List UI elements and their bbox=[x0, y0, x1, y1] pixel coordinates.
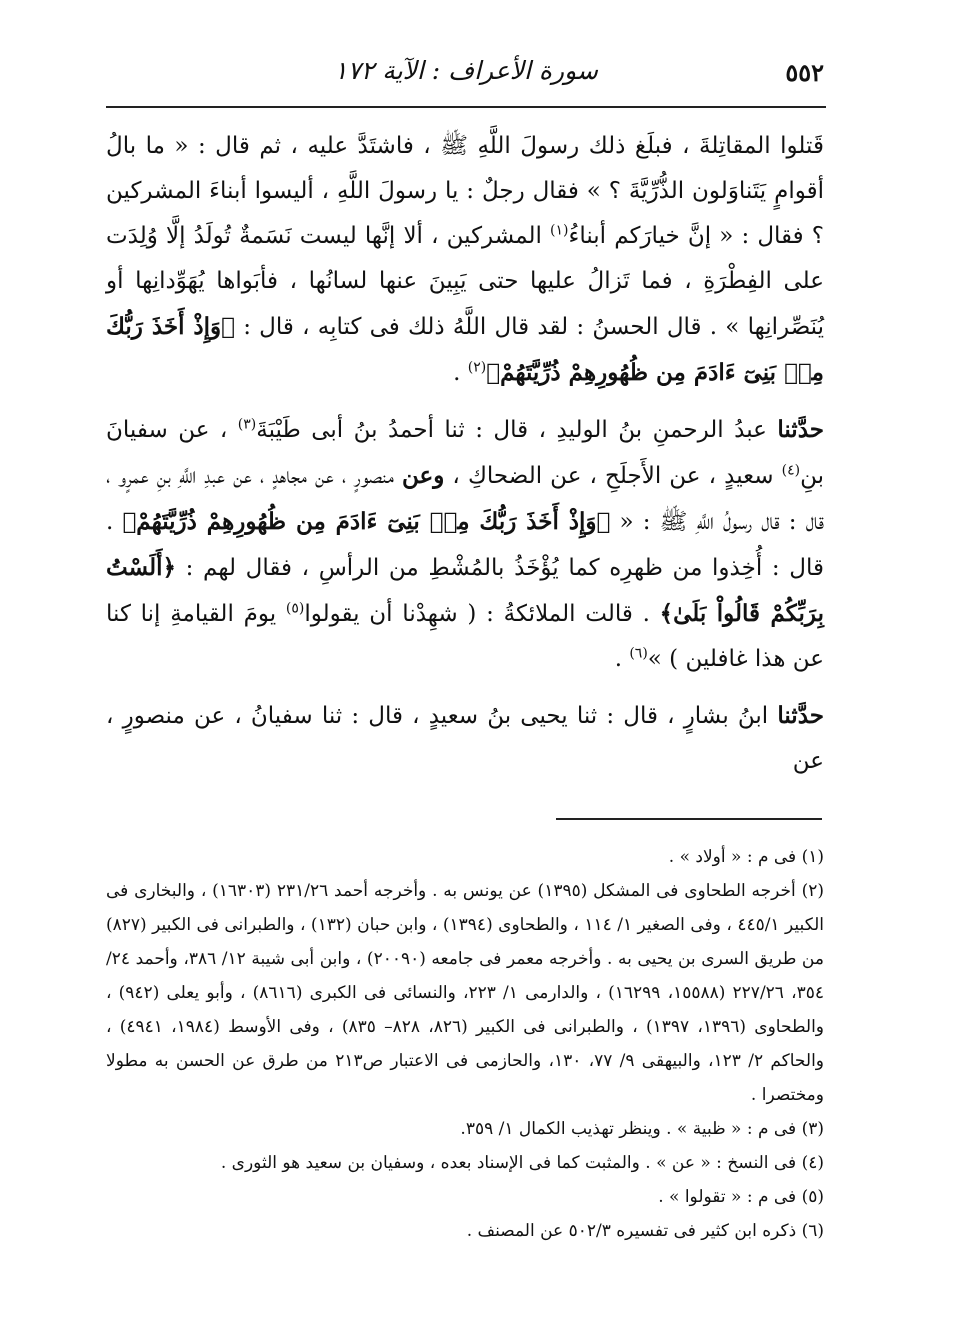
text-run: . bbox=[453, 360, 468, 386]
footnote-5: (٥) فى م : « تقولوا » . bbox=[658, 1187, 824, 1207]
quran-verse: ﴿أَلَسْتُ بِرَبِّكُمْ قَالُواْ بَلَىٰ﴾ bbox=[106, 554, 824, 627]
footnote-ref-5: (٥) bbox=[285, 600, 305, 617]
header-rule bbox=[106, 106, 826, 108]
footnote-2: (٢) أخرجه الطحاوى فى المشكل (١٣٩٥) عن يونس به . وأخرجه أحمد ٢٣١/٢٦ (١٦٣٠٣) ، والبخارى فى الكبير ٤٤٥/١ ، وفى الصغير ١/ ١١٤ ، والطحاوى (١٣٩٤) ، وابن حبان (١٣٢) ، والطبرانى فى الكبير (٨٢٧) من طريق السرى بن يحيى به . وأخرجه معمر فى جامعه (٢٠٠٩٠) ، وابن أبى شيبة ١٢/ ٣٨٦، وأحمد ٢٤/ ٣٥٤، ٢٢٧/٢٦ (١٥٥٨٨، ١٦٢٩٩) ، والدارمى ١/ ٢٢٣، والنسائى فى الكبرى (٨٦١٦) ، وأبو يعلى (٩٤٢) ، والطحاوى (١٣٩٦، ١٣٩٧) ، والطبرانى فى الكبير (٨٢٦، ٨٢٨– ٨٣٥) ، وفى الأوسط (١٩٨٤، ٤٩٤١) ، والحاكم ٢/ ١٢٣، والبيهقى ٩/ ٧٧، ١٣٠، والحازمى فى الاعتبار ص٢١٣ من طرق عن الحسن به مطولا ومختصرا . bbox=[106, 881, 825, 1105]
page-number: ٥٥٢ bbox=[785, 58, 824, 87]
quran-verse: ﴿وَإِذْ أَخَذَ رَبُّكَ مِنۢ بَنِىٓ ءَادَمَ مِن ظُهُورِهِمْ ذُرِّيَّتَهُمْ﴾ bbox=[106, 313, 824, 386]
text-run: ابنُ بشارٍ ، قال : ثنا يحيى بنُ سعيدٍ ، قال : ثنا سفيانُ ، عن منصورٍ ، عن bbox=[106, 703, 824, 774]
footnote-4: (٤) فى النسخ : « عن » . والمثبت كما فى الإسناد بعده ، وسفيان بن سعيد هو الثورى . bbox=[220, 1153, 824, 1173]
text-run: سعيدٍ ، عن الأَجلَحِ ، عن الضحاكِ ، bbox=[444, 463, 782, 489]
text-run: منصورٍ ، عن مجاهدٍ ، عن عبدِ اللَّهِ بنِ عمرٍو ، قال : قال رسولُ اللَّهِ ﷺ : « bbox=[106, 463, 825, 535]
quran-verse: ﴿وَإِذْ أَخَذَ رَبُّكَ مِنۢ بَنِىٓ ءَادَمَ مِن ظُهُورِهِمْ ذُرِّيَّتَهُمْ﴾ bbox=[122, 508, 611, 535]
hadith-lead: حدَّثنا bbox=[777, 416, 824, 443]
footnote-ref-6: (٦) bbox=[629, 645, 648, 662]
text-run: عبدُ الرحمنِ بنُ الوليدِ ، قال : ثنا أحمدُ بنُ أبى طَيْبَةَ bbox=[256, 417, 778, 443]
text-run-bold: وعن bbox=[402, 462, 445, 489]
text-run: المشركين ، ألا إنَّها ليست نَسَمةٌ تُولَدُ إلَّا وُلِدَت على الفِطْرَةِ ، فما تَزالُ عليها حتى يَبِينَ عنها لسانُها ، فأبَواها يُهَوِّدانِها أو يُنَصِّرانِها » . قال الحسنُ : لقد قال اللَّهُ ذلك فى كتابِه ، قال : bbox=[106, 223, 824, 340]
text-run: . قالت الملائكةُ : ( شهِدْنا أن يقولوا bbox=[304, 601, 660, 627]
footnote-ref-3: (٣) bbox=[237, 416, 257, 433]
hadith-lead: حدَّثنا bbox=[777, 702, 824, 729]
text-run: يومَ القيامةِ إنا كنا عن هذا غافلين ) » bbox=[106, 601, 824, 672]
paragraph-3 bbox=[106, 693, 824, 784]
footnote-rule bbox=[556, 818, 822, 820]
text-run: . bbox=[614, 646, 630, 672]
main-text bbox=[106, 124, 824, 784]
paragraph-2 bbox=[106, 407, 824, 682]
footnote-ref-2: (٢) bbox=[467, 359, 487, 376]
footnote-ref-1: (١) bbox=[550, 222, 569, 239]
footnotes bbox=[106, 840, 824, 1248]
footnote-3: (٣) فى م : « ظبية » . وينظر تهذيب الكمال ١/ ٣٥٩. bbox=[460, 1119, 824, 1139]
footnote-1: (١) فى م : « أولاد » . bbox=[668, 847, 824, 867]
footnote-6: (٦) ذكره ابن كثير فى تفسيره ٥٠٢/٣ عن المصنف . bbox=[466, 1221, 824, 1241]
page-header bbox=[108, 52, 824, 94]
text-run: قَتلوا المقاتِلةَ ، فبلَغ ذلك رسولَ اللَّهِ ﷺ ، فاشتَدَّ عليه ، ثم قال : « ما بالُ أقوامٍ يَتَناوَلون الذُّرِّيَّةَ ؟ » فقال رجلٌ : يا رسولَ اللَّهِ ، أليسوا أبناءَ المشركين ؟ فقال : « إنَّ خيارَكم أبناءُ bbox=[106, 133, 824, 249]
running-title: سورة الأعراف : الآية ١٧٢ bbox=[334, 56, 598, 85]
text-run: . قال : أُخِذوا من ظهرِه كما يُؤْخَذُ بالمُشْطِ من الرأسِ ، فقال لهم : bbox=[106, 509, 824, 581]
paragraph-1 bbox=[106, 124, 824, 396]
footnote-ref-4: (٤) bbox=[781, 462, 801, 479]
text-run: ، عن سفيانَ بنِ bbox=[106, 417, 824, 489]
